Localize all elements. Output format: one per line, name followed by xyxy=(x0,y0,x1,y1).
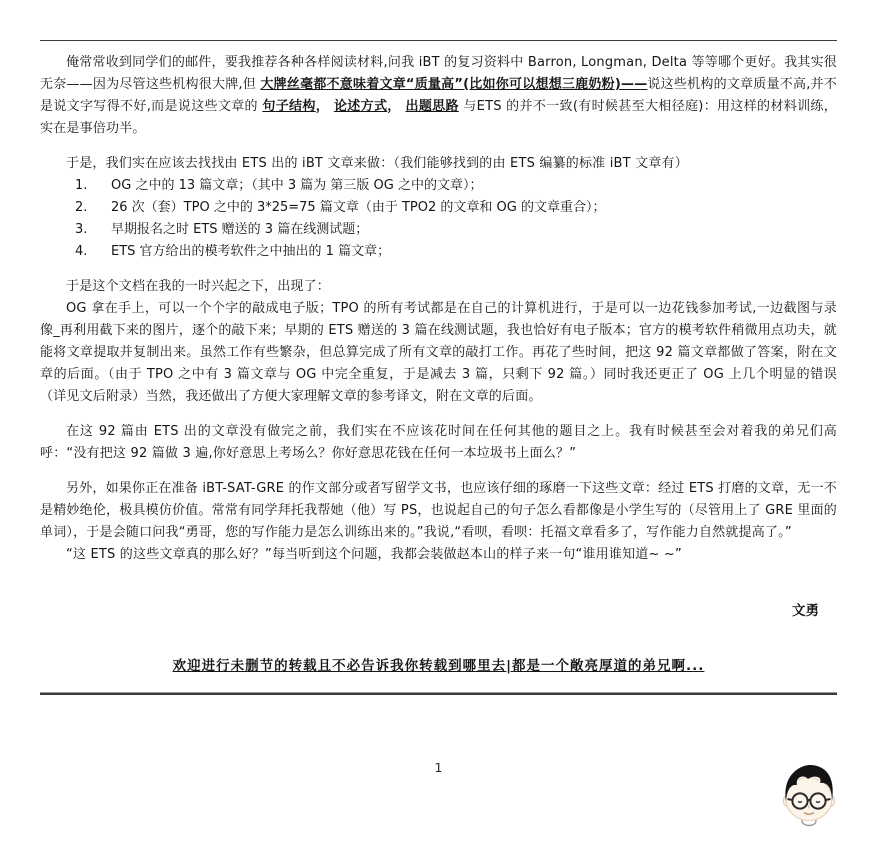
footer-divider xyxy=(40,692,837,695)
list-item xyxy=(40,175,837,197)
author-avatar-icon xyxy=(776,760,842,828)
paragraph-closing-quote: “这 ETS 的这些文章真的那么好？”每当听到这个问题，我都会装做赵本山的样子来一句“谁用谁知道~ ~” xyxy=(66,547,682,562)
share-note: 欢迎进行未删节的转载且不必告诉我你转载到哪里去|都是一个敞亮厚道的弟兄啊... xyxy=(172,658,705,674)
list-item-number: 4. xyxy=(75,244,88,259)
paragraph-doc-origin-lead: 于是这个文档在我的一时兴起之下，出现了： xyxy=(66,279,331,294)
text-run-bold-underline: 论述方式 xyxy=(333,99,388,114)
list-item-text: ETS 官方给出的模考软件之中抽出的 1 篇文章； xyxy=(111,244,391,259)
numbered-list xyxy=(40,175,837,263)
text-run: 俺常常收到同学们的邮件，要我推荐各种各样阅读材料,问我 iBT 的复习资料中 Barron, Longman, Delta 等等哪个更好。我其实很无奈——因为尽管这些机构很大牌,但 xyxy=(40,55,837,92)
list-item-number: 3. xyxy=(75,222,88,237)
paragraph-exhortation: 在这 92 篇由 ETS 出的文章没有做完之前，我们实在不应该花时间在任何其他的题目之上。我有时候甚至会对着我的弟兄们高呼：“没有把这 92 篇做 3 遍,你好意思上考场么？你好意思花钱在任何一本垃圾书上面么？” xyxy=(40,424,837,461)
text-run-bold-underline: 大牌丝毫都不意味着文章“质量高”(比如你可以想想三鹿奶粉)—— xyxy=(260,77,648,92)
text-run-bold-underline: 句子结构 xyxy=(262,99,316,114)
page-number: 1 xyxy=(434,760,443,775)
list-item-text: 26 次（套）TPO 之中的 3*25=75 篇文章（由于 TPO2 的文章和 OG 的文章重合）； xyxy=(111,200,606,215)
signature: 文勇 xyxy=(792,603,819,619)
top-rule xyxy=(40,40,837,41)
list-item xyxy=(40,219,837,241)
paragraph-doc-origin-body: OG 拿在手上，可以一个个字的敲成电子版；TPO 的所有考试都是在自己的计算机进行，于是可以一边花钱参加考试,一边截图与录像_再利用截下来的图片，逐个的敲下来；早期的 ETS 赠送的 3 篇在线测试题，我也恰好有电子版本；官方的模考软件稍微用点功夫，就能将文章提取并复制出来。虽然工作有些繁杂，但总算完成了所有文章的敲打工作。再花了些时间，把这 92 篇文章都做了答案，附在文章的后面。（由于 TPO 之中有 3 篇文章与 OG 中完全重复，于是减去 3 篇，只剩下 92 篇。）同时我还更正了 OG 上几个明显的错误（详见文后附录）当然，我还做出了方便大家理解文章的参考译文，附在文章的后面。 xyxy=(40,301,837,404)
list-item-text: OG 之中的 13 篇文章；（其中 3 篇为 第三版 OG 之中的文章）； xyxy=(111,178,483,193)
text-run-bold-underline: 出题思路 xyxy=(405,99,459,114)
list-item-number: 1. xyxy=(75,178,88,193)
text-run-bold: ， xyxy=(387,99,406,114)
text-run: 与ETS 的并不一致(有时候甚至大相径庭)：用这样的材料训练，实在是事倍功半。 xyxy=(40,99,837,136)
paragraph-list-lead: 于是，我们实在应该去找找由 ETS 出的 iBT 文章来做：（我们能够找到的由 ETS 编纂的标准 iBT 文章有） xyxy=(66,156,688,171)
list-item-text: 早期报名之时 ETS 赠送的 3 篇在线测试题； xyxy=(111,222,369,237)
text-run: 说这些机构的文章质量不高,并不是说文字写得不好,而是说这些文章的 xyxy=(40,77,837,114)
text-run-bold: ， xyxy=(315,99,334,114)
paragraph-writing-advice: 另外，如果你正在准备 iBT-SAT-GRE 的作文部分或者写留学文书，也应该仔细的琢磨一下这些文章：经过 ETS 打磨的文章，无一不是精妙绝伦，极具模仿价值。常常有同学拜托我帮她（他）写 PS，也说起自己的句子怎么看都像是小学生写的（尽管用上了 GRE 里面的单词），于是会随口问我“勇哥，您的写作能力是怎么训练出来的。”我说,“看呗，看呗：托福文章看多了，写作能力自然就提高了。” xyxy=(40,481,837,540)
list-item xyxy=(40,197,837,219)
list-item xyxy=(40,241,837,263)
paragraph-materials xyxy=(40,52,837,140)
list-item-number: 2. xyxy=(75,200,88,215)
